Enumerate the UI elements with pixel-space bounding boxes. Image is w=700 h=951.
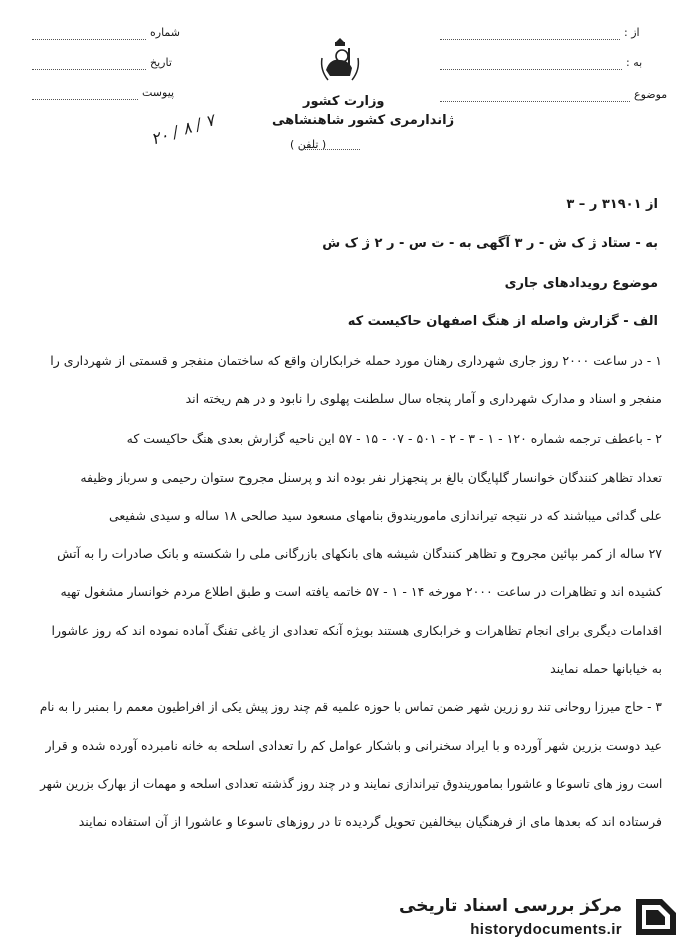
paragraph-2-line-6: اقدامات دیگری برای انجام تظاهرات و خرابکاری هستند بویژه آنکه تعدادی از یاغی تفنگ آماده نموده اند که روز عاشورا bbox=[51, 623, 662, 638]
ministry-name: وزارت کشور bbox=[303, 94, 385, 109]
paragraph-3-line-3: است روز های تاسوعا و عاشورا بماموریندوق تیراندازی نمایند و در چند روز گذشته تعدادی اسلحه و مهمات از بهارک بزرین شهر bbox=[39, 776, 662, 791]
paragraph-2-line-3: علی گدائی میباشند که در نتیجه تیراندازی ماموریندوق بنامهای مسعود سید صالحی ۱۸ ساله و سیدی شفیعی bbox=[109, 508, 662, 523]
organization-name: ژاندارمری کشور شاهنشاهی bbox=[272, 113, 455, 128]
lion-and-sun-emblem-icon bbox=[318, 34, 362, 86]
number-dots bbox=[32, 39, 146, 40]
watermark-website: historydocuments.ir bbox=[470, 921, 622, 938]
date-label: تاریخ bbox=[150, 56, 172, 69]
to-dots bbox=[440, 69, 622, 70]
paragraph-3-line-1: ۳ - حاج میرزا روحانی تند رو زرین شهر ضمن تماس با حوزه علمیه قم چند روز پیش یکی از افراطیون معمم را بمنبر را به نام bbox=[40, 699, 662, 714]
from-label: از : bbox=[624, 26, 640, 39]
letter-reference: از ۳۱۹۰۱ ر – ۳ bbox=[566, 197, 658, 212]
paragraph-3-line-2: عید دوست بزرین شهر آورده و با ایراد سخنرانی و باشکار عوامل کم را تعدادی اسلحه به خانه نامبرده آورده شده و قرار bbox=[45, 738, 662, 753]
paragraph-2-line-4: ۲۷ ساله از کمر بپائین مجروح و تظاهر کنندگان شیشه های بانکهای بازرگانی ملی را شکسته و بانک صادرات را به آتش bbox=[57, 546, 662, 561]
date-dots bbox=[32, 69, 146, 70]
paragraph-2-line-7: به خیابانها حمله نمایند bbox=[550, 661, 662, 676]
subject-dots bbox=[440, 101, 630, 102]
paragraph-2-line-1: ۲ - باعطف ترجمه شماره ۱۲۰ - ۱ - ۳ - ۲ - ۵۰۱ - ۰۷ - ۱۵ - ۵۷ این ناحیه گزارش بعدی هنگ حاکیست که bbox=[126, 431, 662, 446]
document-stack-logo-icon bbox=[630, 893, 682, 941]
attachment-label: پیوست bbox=[142, 86, 175, 99]
paragraph-1-line-2: منفجر و اسناد و مدارک شهرداری و آمار پنجاه سال سلطنت پهلوی را نابود و در هم ریخته اند bbox=[185, 391, 662, 406]
paragraph-2-line-2: تعداد تظاهر کنندگان خوانسار گلپایگان بالغ بر پنجهزار نفر بوده اند و پرسنل مجروح ستوان رحیمی و سرباز وظیفه bbox=[80, 470, 662, 485]
handwritten-note: ۲۰ / ۸ / ۷ bbox=[148, 110, 217, 149]
phone-label: ( تلفن ) bbox=[290, 138, 327, 151]
watermark-center-name: مرکز بررسی اسناد تاریخی bbox=[399, 896, 622, 916]
paragraph-1-line-1: ۱ - در ساعت ۲۰۰۰ روز جاری شهرداری رهنان مورد حمله خرابکاران واقع که ساختمان منفجر و قسمتی از شهرداری را bbox=[50, 353, 662, 368]
paragraph-3-line-4: فرستاده اند که بعدها مای از فرهنگیان بیخالفین تحویل گردیده تا در روزهای تاسوعا و عاشورا از آن استفاده نمایند bbox=[78, 814, 662, 829]
number-label: شماره bbox=[150, 26, 181, 39]
letter-recipients: به - ستاد ژ ک ش - ر ۳ آگهی به - ت س - ر ۲ ژ ک ش bbox=[322, 236, 658, 251]
subject-label: موضوع bbox=[634, 88, 668, 101]
phone-dots bbox=[300, 149, 360, 150]
from-dots bbox=[440, 39, 620, 40]
letter-intro: الف - گزارش واصله از هنگ اصفهان حاکیست که bbox=[347, 314, 658, 329]
to-label: به : bbox=[626, 56, 643, 69]
letter-subject: موضوع رویدادهای جاری bbox=[504, 276, 658, 291]
paragraph-2-line-5: کشیده اند و تظاهرات در ساعت ۲۰۰۰ مورخه ۱۴ - ۱ - ۵۷ خاتمه یافته است و طبق اطلاع مردم خوانسار مشغول تهیه bbox=[60, 584, 662, 599]
attachment-dots bbox=[32, 99, 138, 100]
